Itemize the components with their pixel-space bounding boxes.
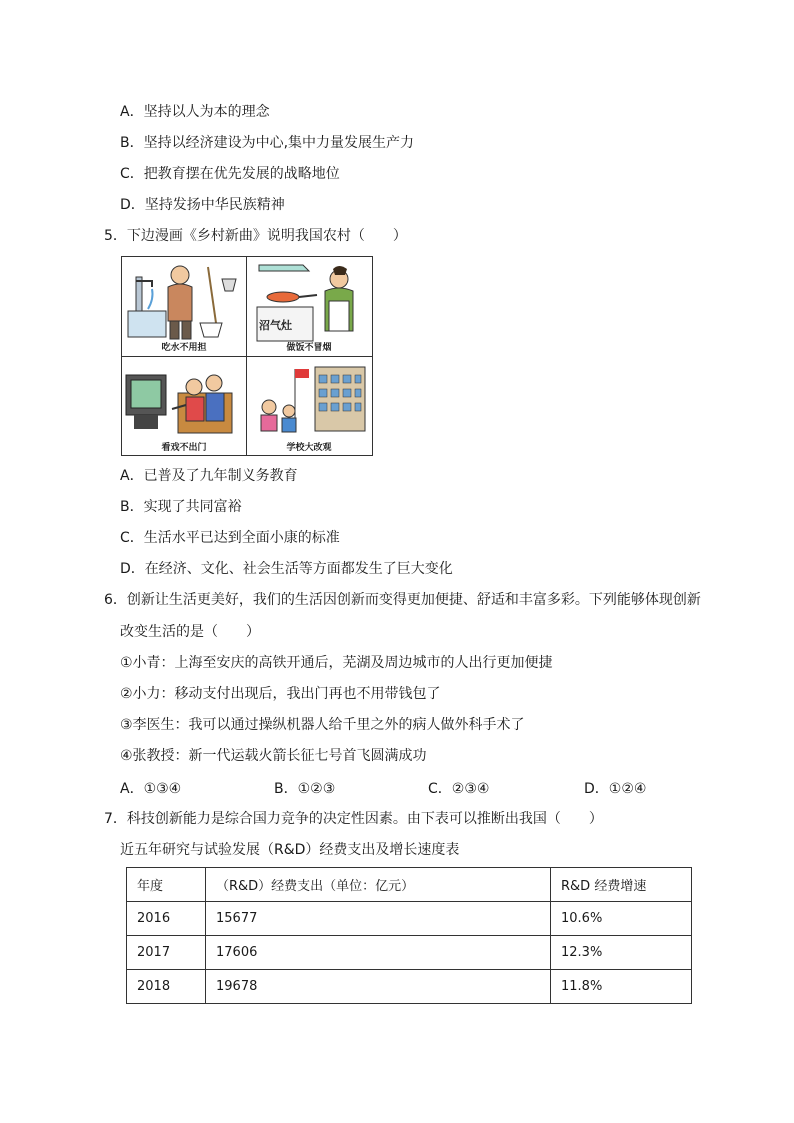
q6-statement-1: ①小青：上海至安庆的高铁开通后，芜湖及周边城市的人出行更加便捷 (120, 655, 553, 671)
table-row (127, 970, 692, 1004)
comic-caption-school: 学校大改观 (286, 443, 332, 453)
q5-stem: 5．下边漫画《乡村新曲》说明我国农村（ ） (104, 228, 407, 244)
q6-stem-line1: 6．创新让生活更美好，我们的生活因创新而变得更加便捷、舒适和丰富多彩。下列能够体现创新 (104, 592, 701, 608)
q4-option-c: C．把教育摆在优先发展的战略地位 (120, 166, 340, 182)
table-cell-year: 2018 (127, 970, 206, 1004)
q5-option-b: B．实现了共同富裕 (120, 499, 242, 515)
table-row (127, 936, 692, 970)
table-cell-expenditure: 15677 (206, 902, 551, 936)
q5-option-c: C．生活水平已达到全面小康的标准 (120, 530, 340, 546)
table-cell-year: 2016 (127, 902, 206, 936)
table-cell-expenditure: 17606 (206, 936, 551, 970)
q6-option-b: B．①②③ (274, 781, 336, 797)
comic-panel-school (247, 357, 371, 455)
q6-option-d: D．①②④ (584, 781, 647, 797)
q5-option-d: D．在经济、文化、社会生活等方面都发生了巨大变化 (120, 561, 453, 577)
comic-rural-new-song (121, 256, 373, 456)
q6-statement-4: ④张教授：新一代运载火箭长征七号首飞圆满成功 (120, 748, 427, 764)
comic-caption-cooking: 做饭不冒烟 (286, 343, 332, 353)
q6-statement-2: ②小力：移动支付出现后，我出门再也不用带钱包了 (120, 686, 441, 702)
table-header-row (127, 868, 692, 902)
table-header-expenditure: （R&D）经费支出（单位：亿元） (206, 868, 551, 902)
comic-caption-tv: 看戏不出门 (161, 443, 207, 453)
table-header-year: 年度 (127, 868, 206, 902)
q6-option-a: A．①③④ (120, 781, 182, 797)
q4-option-b: B．坚持以经济建设为中心,集中力量发展生产力 (120, 135, 415, 151)
comic-panel-tv (122, 357, 246, 455)
table-row (127, 902, 692, 936)
comic-panel-cooking (247, 257, 371, 355)
comic-panel-water (122, 257, 246, 355)
q7-table-title: 近五年研究与试验发展（R&D）经费支出及增长速度表 (120, 842, 460, 858)
q6-statement-3: ③李医生：我可以通过操纵机器人给千里之外的病人做外科手术了 (120, 717, 525, 733)
table-cell-growth: 11.8% (551, 970, 692, 1004)
table-cell-expenditure: 19678 (206, 970, 551, 1004)
q6-options (120, 778, 680, 798)
q6-stem-line2: 改变生活的是（ ） (120, 624, 260, 640)
stove-label: 沼气灶 (259, 319, 292, 332)
table-cell-year: 2017 (127, 936, 206, 970)
table-header-growth: R&D 经费增速 (551, 868, 692, 902)
q5-option-a: A．已普及了九年制义务教育 (120, 468, 298, 484)
rd-expenditure-table (126, 867, 692, 1004)
table-cell-growth: 12.3% (551, 936, 692, 970)
q6-option-c: C．②③④ (428, 781, 490, 797)
q7-stem: 7．科技创新能力是综合国力竞争的决定性因素。由下表可以推断出我国（ ） (104, 811, 603, 827)
q4-option-d: D．坚持发扬中华民族精神 (120, 197, 285, 213)
q4-option-a: A．坚持以人为本的理念 (120, 104, 270, 120)
comic-caption-water: 吃水不用担 (161, 343, 207, 353)
table-cell-growth: 10.6% (551, 902, 692, 936)
